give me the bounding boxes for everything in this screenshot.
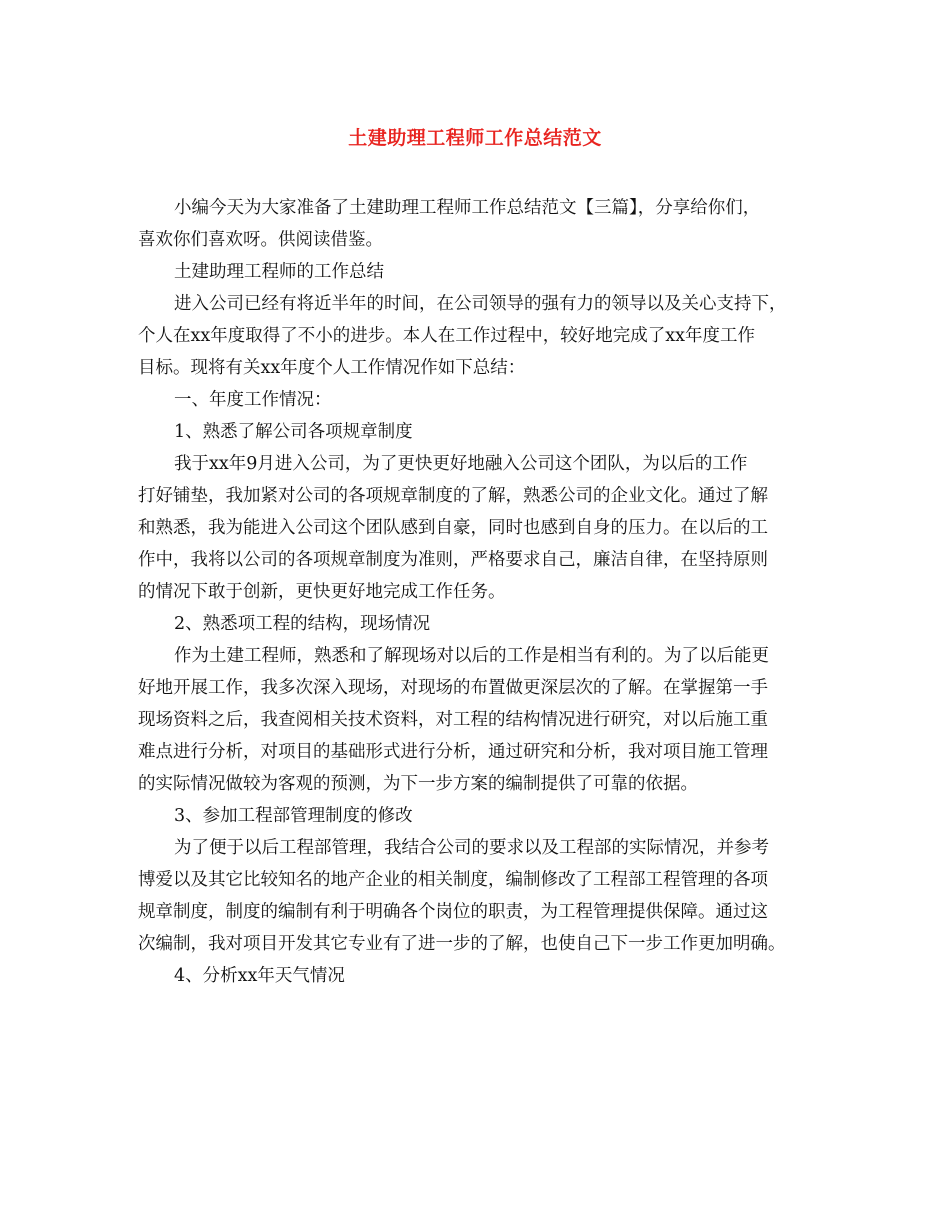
section-heading (138, 960, 828, 992)
text-line: 2、熟悉项工程的结构，现场情况 (174, 614, 431, 634)
section-heading (138, 608, 828, 640)
text-line: 1、熟悉了解公司各项规章制度 (174, 422, 413, 442)
text-line: 喜欢你们喜欢呀。供阅读借鉴。 (138, 230, 383, 250)
text-line: 进入公司已经有将近半年的时间，在公司领导的强有力的领导以及关心支持下， (174, 294, 787, 314)
text-line: 作为土建工程师，熟悉和了解现场对以后的工作是相当有利的。为了以后能更 (174, 646, 769, 666)
text-line: 博爱以及其它比较知名的地产企业的相关制度，编制修改了工程部工程管理的各项 (138, 870, 768, 890)
paragraph (138, 448, 828, 608)
text-line: 为了便于以后工程部管理，我结合公司的要求以及工程部的实际情况，并参考 (174, 838, 769, 858)
document-title: 土建助理工程师工作总结范文 (348, 127, 602, 149)
text-line: 土建助理工程师的工作总结 (174, 262, 384, 282)
document-body (138, 192, 828, 992)
text-line: 目标。现将有关xx年度个人工作情况作如下总结： (138, 358, 526, 378)
text-line: 打好铺垫，我加紧对公司的各项规章制度的了解，熟悉公司的企业文化。通过了解 (138, 486, 768, 506)
text-line: 好地开展工作，我多次深入现场，对现场的布置做更深层次的了解。在掌握第一手 (138, 678, 768, 698)
text-line: 作中，我将以公司的各项规章制度为准则，严格要求自己，廉洁自律，在坚持原则 (138, 550, 768, 570)
text-line: 个人在xx年度取得了不小的进步。本人在工作过程中，较好地完成了xx年度工作 (138, 326, 755, 346)
section-heading (138, 416, 828, 448)
text-line: 一、年度工作情况： (174, 390, 332, 410)
paragraph (138, 288, 828, 384)
section-heading (138, 800, 828, 832)
text-line: 我于xx年9月进入公司，为了更快更好地融入公司这个团队，为以后的工作 (174, 454, 748, 474)
text-line: 难点进行分析，对项目的基础形式进行分析，通过研究和分析，我对项目施工管理 (138, 742, 768, 762)
text-line: 次编制，我对项目开发其它专业有了进一步的了解，也使自己下一步工作更加明确。 (138, 934, 786, 954)
text-line: 4、分析xx年天气情况 (174, 966, 345, 986)
paragraph (138, 640, 828, 800)
text-line: 的实际情况做较为客观的预测，为下一步方案的编制提供了可靠的依据。 (138, 774, 698, 794)
section-heading (138, 384, 828, 416)
paragraph (138, 832, 828, 960)
text-line: 3、参加工程部管理制度的修改 (174, 806, 413, 826)
text-line: 的情况下敢于创新，更快更好地完成工作任务。 (138, 582, 506, 602)
paragraph-intro (138, 192, 828, 256)
text-line: 小编今天为大家准备了土建助理工程师工作总结范文【三篇】，分享给你们， (174, 198, 761, 218)
text-line: 规章制度，制度的编制有利于明确各个岗位的职责，为工程管理提供保障。通过这 (138, 902, 768, 922)
text-line: 和熟悉，我为能进入公司这个团队感到自豪，同时也感到自身的压力。在以后的工 (138, 518, 768, 538)
section-heading (138, 256, 828, 288)
text-line: 现场资料之后，我查阅相关技术资料，对工程的结构情况进行研究，对以后施工重 (138, 710, 768, 730)
